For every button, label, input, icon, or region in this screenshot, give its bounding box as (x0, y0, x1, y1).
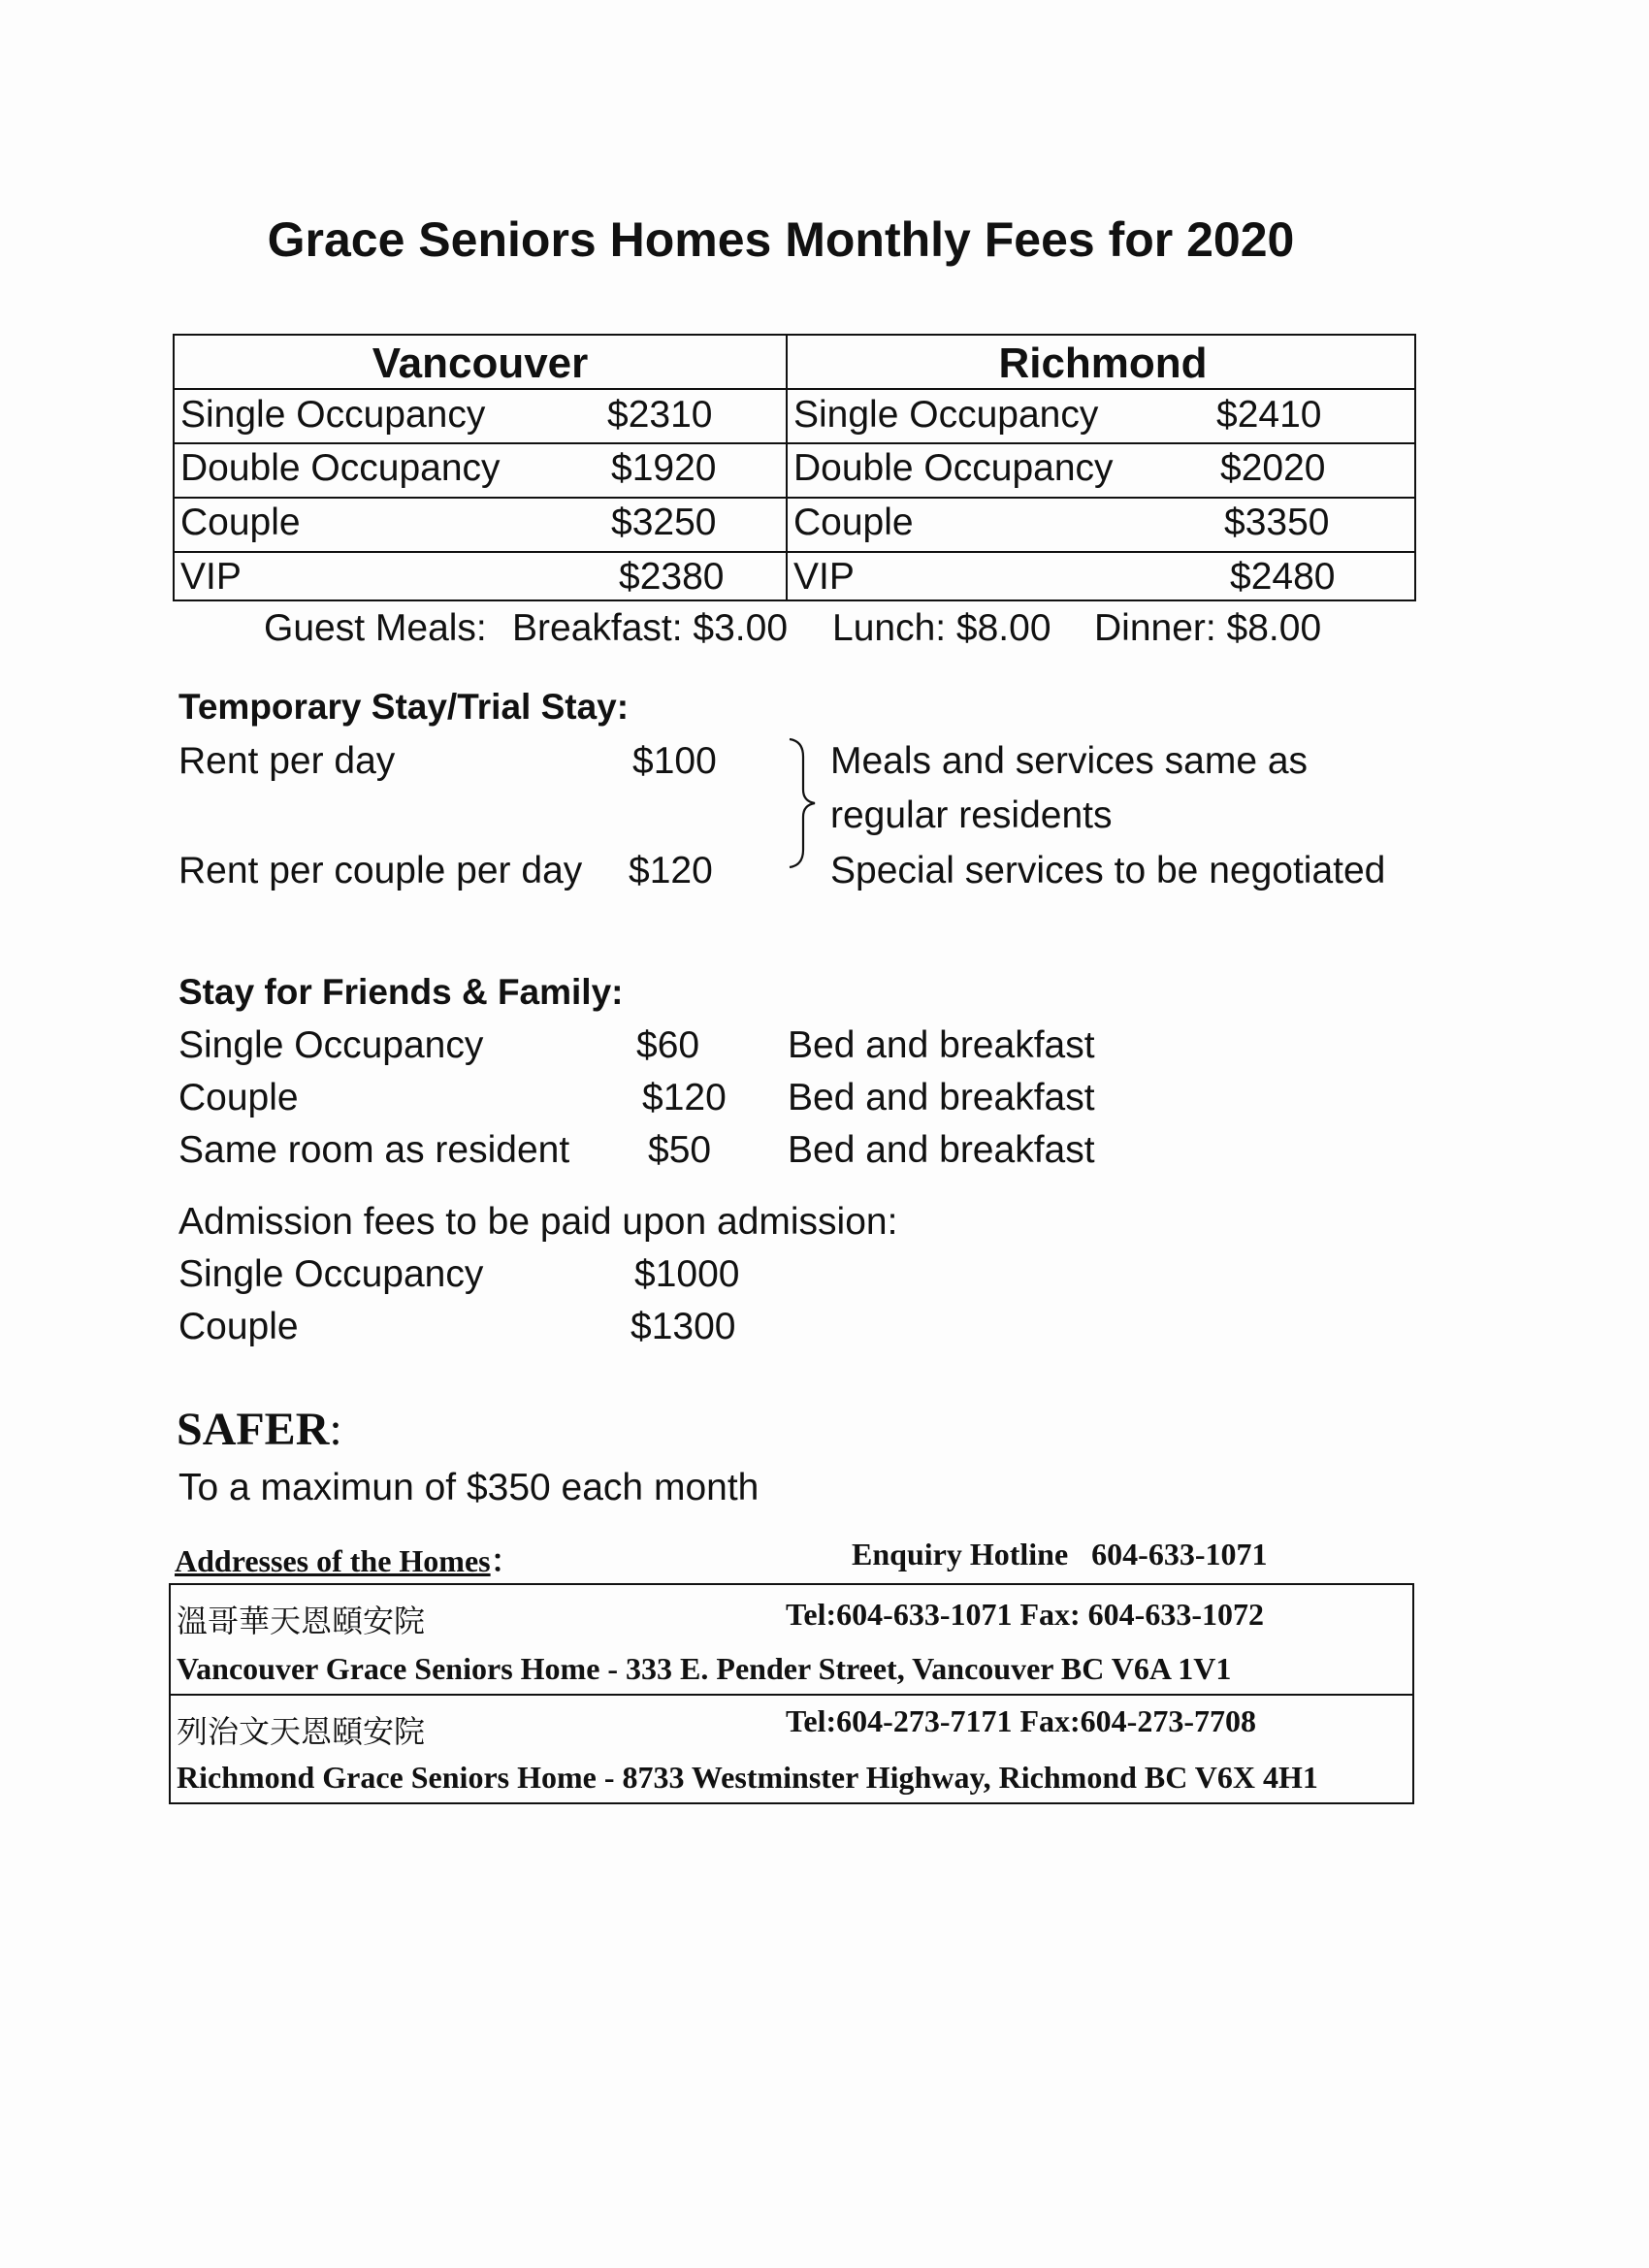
vancouver-row-label: Double Occupancy (180, 447, 501, 489)
friends-row-label: Single Occupancy (178, 1024, 484, 1066)
temporary-row-label: Rent per couple per day (178, 850, 583, 891)
admission-row-label: Single Occupancy (178, 1253, 484, 1295)
guest-meals-breakfast: Breakfast: $3.00 (512, 607, 789, 649)
home-address: Richmond Grace Seniors Home - 8733 Westminster Highway, Richmond BC V6X 4H1 (177, 1760, 1318, 1795)
addresses-heading (175, 1537, 522, 1581)
page-title: Grace Seniors Homes Monthly Fees for 2020 (267, 212, 1295, 267)
safer-heading-colon: : (329, 1404, 342, 1455)
friends-row-note: Bed and breakfast (788, 1024, 1095, 1066)
friends-row-price: $60 (636, 1024, 700, 1066)
table-divider (175, 388, 1414, 390)
vancouver-row-label: Couple (180, 502, 301, 543)
vancouver-row-price: $2380 (619, 556, 725, 598)
richmond-row-price: $3350 (1224, 502, 1330, 543)
addresses-heading-colon: ： (490, 1543, 522, 1578)
temporary-note: Special services to be negotiated (830, 850, 1386, 891)
safer-text: To a maximun of $350 each month (178, 1467, 760, 1508)
enquiry-hotline: Enquiry Hotline 604-633-1071 (852, 1537, 1268, 1571)
temporary-row-price: $100 (632, 740, 717, 782)
vancouver-header: Vancouver (372, 340, 589, 387)
home-tel-fax: Tel:604-633-1071 Fax: 604-633-1072 (786, 1597, 1264, 1632)
friends-row-price: $120 (642, 1077, 727, 1118)
admission-row-price: $1300 (630, 1306, 736, 1347)
vancouver-row-price: $1920 (611, 447, 717, 489)
safer-heading-text: SAFER (177, 1404, 330, 1455)
addresses-divider (171, 1694, 1412, 1696)
friends-row-note: Bed and breakfast (788, 1077, 1095, 1118)
table-divider (175, 442, 1414, 444)
friends-row-label: Same room as resident (178, 1129, 570, 1171)
addresses-box (169, 1583, 1414, 1804)
temporary-row-label: Rent per day (178, 740, 396, 782)
friends-row-label: Couple (178, 1077, 299, 1118)
admission-row-label: Couple (178, 1306, 299, 1347)
vancouver-row-price: $3250 (611, 502, 717, 543)
monthly-fees-table (173, 334, 1416, 601)
richmond-row-price: $2020 (1220, 447, 1326, 489)
admission-heading: Admission fees to be paid upon admission: (178, 1201, 898, 1243)
guest-meals-label: Guest Meals: (264, 607, 487, 649)
friends-row-price: $50 (648, 1129, 712, 1171)
home-address: Vancouver Grace Seniors Home - 333 E. Pender Street, Vancouver BC V6A 1V1 (177, 1651, 1232, 1686)
temporary-note: Meals and services same as (830, 740, 1309, 782)
vancouver-row-label: Single Occupancy (180, 394, 486, 436)
friends-family-heading: Stay for Friends & Family: (178, 972, 624, 1012)
richmond-row-price: $2480 (1230, 556, 1336, 598)
admission-row-price: $1000 (634, 1253, 740, 1295)
guest-meals-dinner: Dinner: $8.00 (1094, 607, 1322, 649)
table-divider (175, 551, 1414, 553)
home-chinese-name: 溫哥華天恩頤安院 (177, 1603, 426, 1639)
richmond-header: Richmond (998, 340, 1208, 387)
richmond-row-label: Single Occupancy (793, 394, 1099, 436)
table-divider (175, 497, 1414, 499)
richmond-row-price: $2410 (1216, 394, 1322, 436)
vancouver-row-label: VIP (180, 556, 242, 598)
home-tel-fax: Tel:604-273-7171 Fax:604-273-7708 (786, 1703, 1256, 1738)
home-chinese-name: 列治文天恩頤安院 (177, 1713, 426, 1750)
guest-meals-lunch: Lunch: $8.00 (832, 607, 1051, 649)
richmond-row-label: Double Occupancy (793, 447, 1114, 489)
richmond-row-label: Couple (793, 502, 914, 543)
richmond-row-label: VIP (793, 556, 855, 598)
addresses-heading-text: Addresses of the Homes (175, 1543, 491, 1578)
temporary-stay-heading: Temporary Stay/Trial Stay: (178, 687, 630, 727)
temporary-note: regular residents (830, 794, 1113, 836)
curly-brace-icon (780, 735, 819, 871)
vancouver-row-price: $2310 (607, 394, 713, 436)
safer-heading (177, 1403, 342, 1456)
friends-row-note: Bed and breakfast (788, 1129, 1095, 1171)
temporary-row-price: $120 (629, 850, 713, 891)
